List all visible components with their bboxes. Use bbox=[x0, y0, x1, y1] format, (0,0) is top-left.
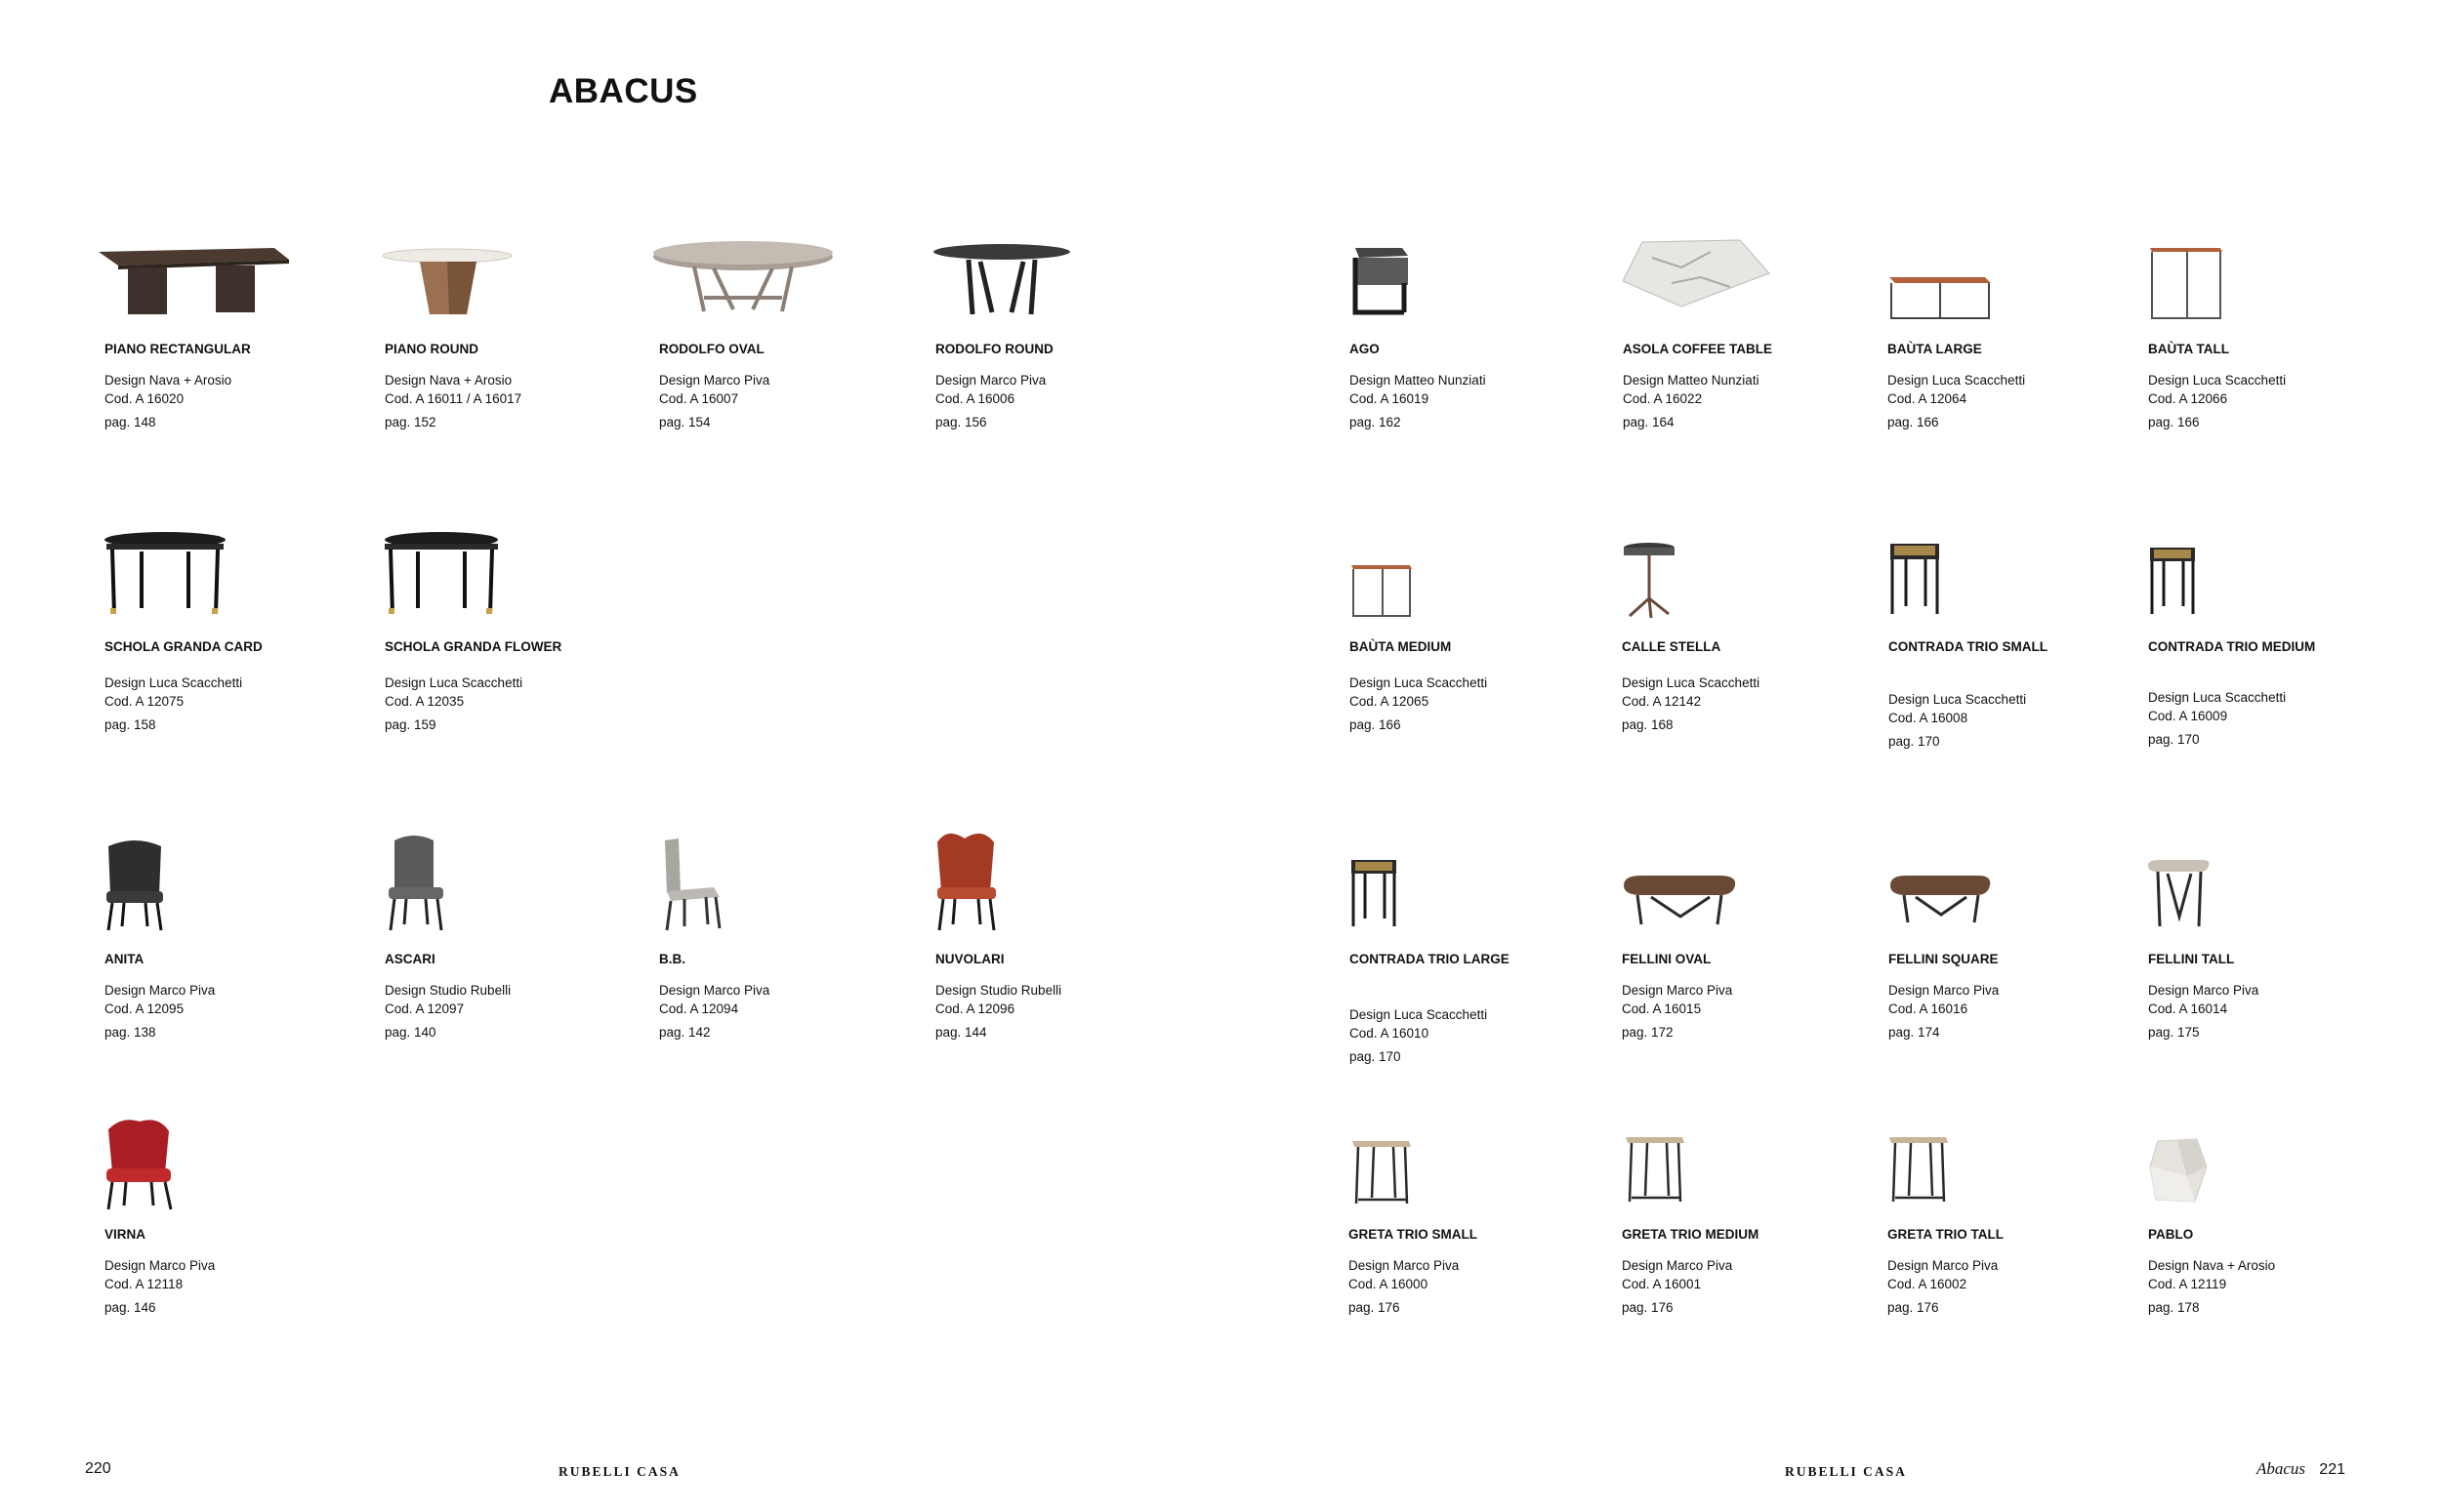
product-name: GRETA TRIO MEDIUM bbox=[1622, 1227, 1759, 1242]
product-page: pag. 164 bbox=[1623, 415, 1675, 429]
product-page: pag. 148 bbox=[104, 415, 156, 429]
brand-footer-right: RUBELLI CASA bbox=[1785, 1464, 1907, 1479]
product-code: Cod. A 12066 bbox=[2148, 391, 2228, 406]
greta-trio-tall-image bbox=[1887, 1135, 1952, 1206]
product-name: PIANO ROUND bbox=[385, 342, 479, 356]
product-name: SCHOLA GRANDA CARD bbox=[104, 639, 263, 654]
product-design: Design Nava + Arosio bbox=[104, 373, 232, 388]
product-name: BAÙTA MEDIUM bbox=[1349, 639, 1452, 654]
product-design: Design Luca Scacchetti bbox=[1349, 675, 1488, 690]
product-code: Cod. A 16006 bbox=[935, 391, 1015, 406]
product-name: BAÙTA TALL bbox=[2148, 342, 2229, 356]
product-name: CONTRADA TRIO MEDIUM bbox=[2148, 639, 2316, 654]
product-name: VIRNA bbox=[104, 1227, 146, 1242]
product-design: Design Nava + Arosio bbox=[385, 373, 513, 388]
product-name: SCHOLA GRANDA FLOWER bbox=[385, 639, 562, 654]
product-code: Cod. A 16011 / A 16017 bbox=[385, 391, 522, 406]
product-design: Design Marco Piva bbox=[659, 983, 770, 998]
product-page: pag. 138 bbox=[104, 1025, 156, 1040]
product-code: Cod. A 16002 bbox=[1887, 1277, 1967, 1291]
product-name: CONTRADA TRIO SMALL bbox=[1888, 639, 2048, 654]
page-title: ABACUS bbox=[549, 72, 698, 110]
greta-trio-medium-image bbox=[1624, 1135, 1688, 1206]
product-page: pag. 175 bbox=[2148, 1025, 2200, 1040]
pablo-image bbox=[2148, 1137, 2209, 1206]
product-code: Cod. A 12095 bbox=[104, 1001, 185, 1016]
schola-granda-card-image bbox=[103, 530, 229, 618]
product-page: pag. 159 bbox=[385, 717, 436, 732]
product-design: Design Luca Scacchetti bbox=[1622, 675, 1760, 690]
nuvolari-image bbox=[933, 829, 1002, 934]
bauta-large-image bbox=[1887, 273, 1995, 322]
product-code: Cod. A 16010 bbox=[1349, 1026, 1429, 1041]
product-design: Design Marco Piva bbox=[659, 373, 770, 388]
product-code: Cod. A 12119 bbox=[2148, 1277, 2227, 1291]
contrada-trio-small-image bbox=[1888, 542, 1943, 616]
product-code: Cod. A 12118 bbox=[104, 1277, 184, 1291]
page-number-left: 220 bbox=[85, 1460, 111, 1477]
product-name: CALLE STELLA bbox=[1622, 639, 1721, 654]
product-code: Cod. A 16000 bbox=[1348, 1277, 1428, 1291]
product-code: Cod. A 12035 bbox=[385, 694, 465, 709]
product-name: PABLO bbox=[2148, 1227, 2194, 1242]
product-name: BAÙTA LARGE bbox=[1887, 342, 1982, 356]
product-design: Design Marco Piva bbox=[1622, 1258, 1733, 1273]
product-name: ANITA bbox=[104, 952, 145, 966]
product-name: ASCARI bbox=[385, 952, 435, 966]
virna-image bbox=[103, 1116, 177, 1213]
product-code: Cod. A 16020 bbox=[104, 391, 185, 406]
product-page: pag. 176 bbox=[1622, 1300, 1674, 1315]
product-design: Design Studio Rubelli bbox=[385, 983, 512, 998]
product-name: FELLINI TALL bbox=[2148, 952, 2235, 966]
asola-coffee-table-image bbox=[1623, 238, 1779, 316]
product-name: NUVOLARI bbox=[935, 952, 1005, 966]
schola-granda-flower-image bbox=[383, 530, 510, 618]
product-design: Design Luca Scacchetti bbox=[1888, 692, 2027, 707]
product-page: pag. 170 bbox=[2148, 732, 2200, 747]
greta-trio-small-image bbox=[1350, 1139, 1415, 1207]
product-name: GRETA TRIO TALL bbox=[1887, 1227, 2004, 1242]
product-design: Design Luca Scacchetti bbox=[1887, 373, 2026, 388]
bauta-medium-image bbox=[1349, 561, 1418, 620]
product-code: Cod. A 12097 bbox=[385, 1001, 465, 1016]
product-design: Design Marco Piva bbox=[1622, 983, 1733, 998]
product-code: Cod. A 16022 bbox=[1623, 391, 1703, 406]
product-page: pag. 170 bbox=[1888, 734, 1940, 749]
product-design: Design Luca Scacchetti bbox=[385, 675, 523, 690]
product-design: Design Luca Scacchetti bbox=[104, 675, 243, 690]
product-name: CONTRADA TRIO LARGE bbox=[1349, 952, 1510, 966]
fellini-square-image bbox=[1888, 874, 1996, 928]
anita-image bbox=[101, 837, 169, 934]
product-code: Cod. A 16009 bbox=[2148, 709, 2228, 723]
product-name: FELLINI OVAL bbox=[1622, 952, 1712, 966]
product-code: Cod. A 12065 bbox=[1349, 694, 1429, 709]
product-page: pag. 146 bbox=[104, 1300, 156, 1315]
product-page: pag. 158 bbox=[104, 717, 156, 732]
product-design: Design Marco Piva bbox=[2148, 983, 2259, 998]
product-code: Cod. A 16008 bbox=[1888, 711, 1968, 725]
product-code: Cod. A 16014 bbox=[2148, 1001, 2228, 1016]
fellini-oval-image bbox=[1622, 874, 1739, 928]
contrada-trio-medium-image bbox=[2148, 546, 2199, 616]
product-design: Design Marco Piva bbox=[104, 1258, 216, 1273]
product-page: pag. 142 bbox=[659, 1025, 711, 1040]
product-design: Design Marco Piva bbox=[1888, 983, 2000, 998]
product-name: ASOLA COFFEE TABLE bbox=[1623, 342, 1772, 356]
bauta-tall-image bbox=[2148, 244, 2226, 322]
product-code: Cod. A 16019 bbox=[1349, 391, 1429, 406]
product-design: Design Nava + Arosio bbox=[2148, 1258, 2276, 1273]
product-name: PIANO RECTANGULAR bbox=[104, 342, 251, 356]
product-design: Design Marco Piva bbox=[1348, 1258, 1460, 1273]
product-code: Cod. A 12142 bbox=[1622, 694, 1702, 709]
product-name: RODOLFO OVAL bbox=[659, 342, 765, 356]
product-code: Cod. A 12094 bbox=[659, 1001, 739, 1016]
product-page: pag. 154 bbox=[659, 415, 711, 429]
product-page: pag. 170 bbox=[1349, 1049, 1401, 1064]
product-design: Design Marco Piva bbox=[935, 373, 1047, 388]
product-page: pag. 166 bbox=[1349, 717, 1401, 732]
product-design: Design Matteo Nunziati bbox=[1349, 373, 1486, 388]
product-design: Design Marco Piva bbox=[104, 983, 216, 998]
rodolfo-oval-image bbox=[645, 241, 841, 319]
product-name: FELLINI SQUARE bbox=[1888, 952, 1999, 966]
product-page: pag. 176 bbox=[1887, 1300, 1939, 1315]
product-page: pag. 140 bbox=[385, 1025, 436, 1040]
bb-image bbox=[657, 837, 725, 934]
section-footer bbox=[2256, 1459, 2345, 1479]
brand-footer-left: RUBELLI CASA bbox=[559, 1464, 681, 1479]
product-page: pag. 156 bbox=[935, 415, 987, 429]
product-page: pag. 144 bbox=[935, 1025, 987, 1040]
product-design: Design Marco Piva bbox=[1887, 1258, 1999, 1273]
product-page: pag. 168 bbox=[1622, 717, 1674, 732]
product-code: Cod. A 16007 bbox=[659, 391, 739, 406]
product-page: pag. 174 bbox=[1888, 1025, 1940, 1040]
product-code: Cod. A 12064 bbox=[1887, 391, 1967, 406]
product-design: Design Studio Rubelli bbox=[935, 983, 1062, 998]
product-code: Cod. A 16016 bbox=[1888, 1001, 1968, 1016]
product-design: Design Luca Scacchetti bbox=[2148, 373, 2287, 388]
product-name: GRETA TRIO SMALL bbox=[1348, 1227, 1477, 1242]
piano-rectangular-image bbox=[89, 234, 294, 317]
product-page: pag. 166 bbox=[1887, 415, 1939, 429]
product-page: pag. 176 bbox=[1348, 1300, 1400, 1315]
product-code: Cod. A 12075 bbox=[104, 694, 185, 709]
product-design: Design Luca Scacchetti bbox=[2148, 690, 2287, 705]
calle-stella-image bbox=[1622, 542, 1680, 620]
product-code: Cod. A 16001 bbox=[1622, 1277, 1702, 1291]
product-name: AGO bbox=[1349, 342, 1380, 356]
fellini-tall-image bbox=[2146, 858, 2214, 928]
ago-image bbox=[1349, 244, 1418, 318]
product-design: Design Matteo Nunziati bbox=[1623, 373, 1759, 388]
product-page: pag. 178 bbox=[2148, 1300, 2200, 1315]
product-name: RODOLFO ROUND bbox=[935, 342, 1054, 356]
section-name: Abacus bbox=[2256, 1459, 2306, 1478]
product-page: pag. 162 bbox=[1349, 415, 1401, 429]
product-code: Cod. A 16015 bbox=[1622, 1001, 1702, 1016]
product-name: B.B. bbox=[659, 952, 685, 966]
contrada-trio-large-image bbox=[1349, 858, 1400, 928]
product-design: Design Luca Scacchetti bbox=[1349, 1007, 1488, 1022]
product-page: pag. 152 bbox=[385, 415, 436, 429]
piano-round-image bbox=[379, 248, 516, 318]
product-page: pag. 166 bbox=[2148, 415, 2200, 429]
product-page: pag. 172 bbox=[1622, 1025, 1674, 1040]
page-number-right: 221 bbox=[2319, 1461, 2345, 1478]
rodolfo-round-image bbox=[931, 242, 1078, 320]
product-code: Cod. A 12096 bbox=[935, 1001, 1015, 1016]
ascari-image bbox=[383, 831, 451, 934]
